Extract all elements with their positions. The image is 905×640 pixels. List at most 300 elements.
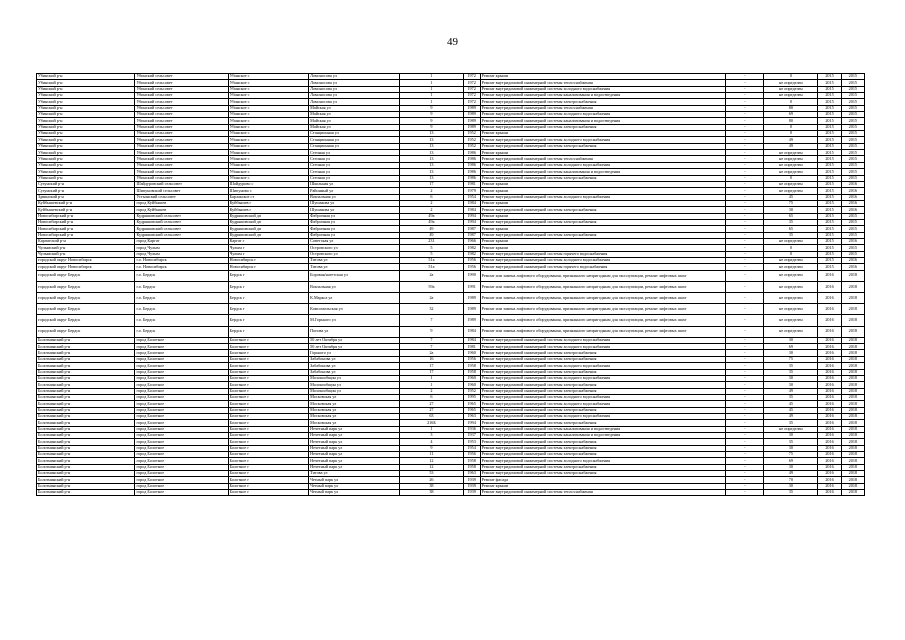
locality-cell: Болотное г	[228, 356, 308, 362]
dash-cell: -	[726, 477, 764, 483]
year-built-cell: 1986	[463, 169, 480, 175]
street-cell: Забабонова ул	[309, 369, 400, 375]
cost-cell: 0	[764, 175, 818, 181]
works-cell: Ремонт внутридомовой инженерной системы канализования и водоотведения	[480, 93, 726, 99]
works-cell: Ремонт крыши	[480, 181, 726, 187]
district-cell: Болотнинский р-н	[37, 344, 135, 350]
table-row	[37, 281, 865, 292]
cost-cell: 49	[764, 137, 818, 143]
cost-cell: не определен	[764, 156, 818, 162]
start-year-cell: 2015	[818, 207, 841, 213]
settlement-cell: город Болотное	[135, 363, 228, 369]
dash-cell: -	[726, 124, 764, 130]
house-number-cell: 17	[400, 369, 464, 375]
district-cell: Убинский р-н	[37, 150, 135, 156]
district-cell: городской округ Бердск	[37, 270, 135, 281]
settlement-cell: Убинский сельсовет	[135, 118, 228, 124]
settlement-cell: Устьинский сельсовет	[135, 194, 228, 200]
cost-cell: 80	[764, 118, 818, 124]
house-number-cell: 2	[400, 188, 464, 194]
start-year-cell: 2015	[818, 181, 841, 187]
works-cell: Ремонт внутридомовой инженерной системы электроснабжения	[480, 124, 726, 130]
district-cell: Болотнинский р-н	[37, 477, 135, 483]
works-cell: Ремонт крыши	[480, 226, 726, 232]
end-year-cell: 2016	[841, 257, 864, 263]
settlement-cell: Убинский сельсовет	[135, 156, 228, 162]
house-number-cell: 2	[400, 388, 464, 394]
locality-cell: Болотное г	[228, 420, 308, 426]
dash-cell: -	[726, 264, 764, 270]
settlement-cell: Убинский сельсовет	[135, 105, 228, 111]
start-year-cell: 2016	[818, 426, 841, 432]
street-cell: 50 лет Октября ул	[309, 344, 400, 350]
locality-cell: Убинское с	[228, 143, 308, 149]
house-number-cell: 1	[400, 93, 464, 99]
settlement-cell: город Чулым	[135, 251, 228, 257]
dash-cell: -	[726, 350, 764, 356]
dash-cell: -	[726, 169, 764, 175]
street-cell: М.Горького ул	[309, 315, 400, 326]
street-cell: Нечетный парк ул	[309, 464, 400, 470]
start-year-cell: 2015	[818, 226, 841, 232]
locality-cell: Чулым г	[228, 245, 308, 251]
year-built-cell: 1982	[463, 251, 480, 257]
street-cell: Московская ул	[309, 413, 400, 419]
locality-cell: Болотное г	[228, 344, 308, 350]
cost-cell: не определен	[764, 93, 818, 99]
start-year-cell: 2016	[818, 337, 841, 343]
district-cell: городской округ Бердск	[37, 315, 135, 326]
locality-cell: Болотное г	[228, 445, 308, 451]
locality-cell: Убинское с	[228, 137, 308, 143]
year-built-cell: 1987	[463, 232, 480, 238]
end-year-cell: 2018	[841, 375, 864, 381]
start-year-cell: 2015	[818, 264, 841, 270]
dash-cell: -	[726, 439, 764, 445]
works-cell: Ремонт внутридомовой инженерной системы холодного водоснабжения	[480, 112, 726, 118]
street-cell: Степная ул	[309, 175, 400, 181]
locality-cell: Каргат г	[228, 238, 308, 244]
locality-cell: Убинское с	[228, 169, 308, 175]
cost-cell: 30	[764, 483, 818, 489]
house-number-cell: 51а	[400, 257, 464, 263]
house-number-cell: 49	[400, 226, 464, 232]
street-cell: Молокообщин ул	[309, 382, 400, 388]
locality-cell: Болотное г	[228, 388, 308, 394]
street-cell: Четный парк ул	[309, 477, 400, 483]
settlement-cell: город Болотное	[135, 413, 228, 419]
year-built-cell: 1939	[463, 483, 480, 489]
house-number-cell: 1	[400, 80, 464, 86]
street-cell: Школьная ул	[309, 181, 400, 187]
street-cell: Степная ул	[309, 162, 400, 168]
year-built-cell: 1991	[463, 281, 480, 292]
district-cell: Убинский р-н	[37, 112, 135, 118]
locality-cell: Куйбышев г	[228, 200, 308, 206]
street-cell: Горького ул	[309, 350, 400, 356]
end-year-cell: 2016	[841, 264, 864, 270]
cost-cell: 35	[764, 420, 818, 426]
locality-cell: Бердск г	[228, 304, 308, 315]
house-number-cell: 26	[400, 477, 464, 483]
start-year-cell: 2015	[818, 80, 841, 86]
locality-cell: Болотное г	[228, 363, 308, 369]
end-year-cell: 2015	[841, 99, 864, 105]
district-cell: Болотнинский р-н	[37, 407, 135, 413]
start-year-cell: 2016	[818, 458, 841, 464]
district-cell: Болотнинский р-н	[37, 420, 135, 426]
year-built-cell: 1984	[463, 207, 480, 213]
works-cell: Ремонт внутридомовой инженерной системы электроснабжения	[480, 420, 726, 426]
year-built-cell: 1954	[463, 194, 480, 200]
settlement-cell: г.о. Бердск	[135, 315, 228, 326]
cost-cell: не определен	[764, 270, 818, 281]
start-year-cell: 2016	[818, 451, 841, 457]
end-year-cell: 2015	[841, 124, 864, 130]
locality-cell: Убинское с	[228, 93, 308, 99]
settlement-cell: город Куйбышев	[135, 200, 228, 206]
locality-cell: Болотное г	[228, 432, 308, 438]
start-year-cell: 2015	[818, 93, 841, 99]
street-cell: Шушакова ул	[309, 200, 400, 206]
cost-cell: не определен	[764, 281, 818, 292]
cost-cell: 49	[764, 388, 818, 394]
locality-cell: Болотное г	[228, 394, 308, 400]
house-number-cell: 12	[400, 458, 464, 464]
end-year-cell: 2015	[841, 118, 864, 124]
dash-cell: -	[726, 137, 764, 143]
end-year-cell: 2015	[841, 86, 864, 92]
district-cell: Убинский р-н	[37, 99, 135, 105]
house-number-cell: 5	[400, 245, 464, 251]
page-number: 49	[447, 36, 458, 48]
settlement-cell: город Болотное	[135, 382, 228, 388]
cost-cell: 0	[764, 99, 818, 105]
street-cell: Ломоносова ул	[309, 80, 400, 86]
district-cell: Убинский р-н	[37, 162, 135, 168]
end-year-cell: 2015	[841, 137, 864, 143]
dash-cell: -	[726, 245, 764, 251]
locality-cell: Убинское с	[228, 131, 308, 137]
district-cell: Болотнинский р-н	[37, 382, 135, 388]
works-cell: Ремонт внутридомовой инженерной системы холодного водоснабжения	[480, 194, 726, 200]
start-year-cell: 2016	[818, 315, 841, 326]
works-cell: Ремонт внутридомовой инженерной системы канализования и водоотведения	[480, 169, 726, 175]
locality-cell: Болотное г	[228, 483, 308, 489]
start-year-cell: 2016	[818, 356, 841, 362]
start-year-cell: 2016	[818, 471, 841, 477]
end-year-cell: 2018	[841, 326, 864, 337]
start-year-cell: 2015	[818, 194, 841, 200]
end-year-cell: 2018	[841, 363, 864, 369]
dash-cell: -	[726, 270, 764, 281]
end-year-cell: 2018	[841, 315, 864, 326]
street-cell: Титова ул	[309, 264, 400, 270]
end-year-cell: 2018	[841, 432, 864, 438]
settlement-cell: город Болотное	[135, 477, 228, 483]
year-built-cell: 1986	[463, 162, 480, 168]
locality-cell: Шайдурово с	[228, 181, 308, 187]
year-built-cell: 1953	[463, 439, 480, 445]
settlement-cell: Убинский сельсовет	[135, 74, 228, 80]
start-year-cell: 2015	[818, 74, 841, 80]
street-cell: Вокзальная ул	[309, 194, 400, 200]
end-year-cell: 2015	[841, 105, 864, 111]
year-built-cell: 1986	[463, 150, 480, 156]
street-cell: Титова ул	[309, 471, 400, 477]
cost-cell: 49	[764, 471, 818, 477]
end-year-cell: 2015	[841, 74, 864, 80]
dash-cell: -	[726, 188, 764, 194]
start-year-cell: 2015	[818, 105, 841, 111]
cost-cell: 30	[764, 445, 818, 451]
dash-cell: -	[726, 232, 764, 238]
end-year-cell: 2016	[841, 194, 864, 200]
dash-cell: -	[726, 471, 764, 477]
locality-cell: Болотное г	[228, 407, 308, 413]
dash-cell: -	[726, 156, 764, 162]
settlement-cell: г.о. Новосибирск	[135, 264, 228, 270]
locality-cell: Убинское с	[228, 105, 308, 111]
works-cell: Ремонт крыши	[480, 483, 726, 489]
cost-cell: не определен	[764, 326, 818, 337]
end-year-cell: 2018	[841, 426, 864, 432]
district-cell: Куйбышевский р-н	[37, 200, 135, 206]
locality-cell: Болотное г	[228, 369, 308, 375]
start-year-cell: 2016	[818, 369, 841, 375]
cost-cell: не определен	[764, 257, 818, 263]
district-cell: Болотнинский р-н	[37, 363, 135, 369]
start-year-cell: 2015	[818, 156, 841, 162]
start-year-cell: 2015	[818, 169, 841, 175]
start-year-cell: 2016	[818, 293, 841, 304]
district-cell: Куйбышевский р-н	[37, 207, 135, 213]
settlement-cell: город Болотное	[135, 337, 228, 343]
settlement-cell: Убинский сельсовет	[135, 175, 228, 181]
house-number-cell: 13	[400, 143, 464, 149]
cost-cell: 35	[764, 363, 818, 369]
start-year-cell: 2015	[818, 162, 841, 168]
street-cell: Ломоносова ул	[309, 74, 400, 80]
settlement-cell: город Болотное	[135, 420, 228, 426]
year-built-cell: 1958	[463, 464, 480, 470]
house-number-cell: 12	[400, 464, 464, 470]
cost-cell: не определен	[764, 293, 818, 304]
works-cell: Ремонт внутридомовой инженерной системы холодного водоснабжения	[480, 86, 726, 92]
district-cell: Болотнинский р-н	[37, 458, 135, 464]
works-cell: Ремонт внутридомовой инженерной системы теплоснабжения	[480, 490, 726, 496]
end-year-cell: 2018	[841, 337, 864, 343]
locality-cell: Болотное г	[228, 382, 308, 388]
dash-cell: -	[726, 394, 764, 400]
table-row	[37, 326, 865, 337]
end-year-cell: 2015	[841, 150, 864, 156]
works-cell: Ремонт или замена лифтового оборудования, признанного непригодным для эксплуатации, ремонт лифтовых шахт	[480, 326, 726, 337]
start-year-cell: 2015	[818, 118, 841, 124]
start-year-cell: 2016	[818, 388, 841, 394]
locality-cell: Шипуново с	[228, 188, 308, 194]
settlement-cell: г.о. Бердск	[135, 304, 228, 315]
start-year-cell: 2015	[818, 131, 841, 137]
settlement-cell: город Болотное	[135, 471, 228, 477]
year-built-cell: 1972	[463, 74, 480, 80]
dash-cell: -	[726, 401, 764, 407]
settlement-cell: город Болотное	[135, 401, 228, 407]
end-year-cell: 2018	[841, 350, 864, 356]
cost-cell: 49	[764, 413, 818, 419]
table-row	[37, 293, 865, 304]
street-cell: Шушакова ул	[309, 207, 400, 213]
locality-cell: Кудряшовский дп	[228, 226, 308, 232]
end-year-cell: 2016	[841, 238, 864, 244]
dash-cell: -	[726, 251, 764, 257]
house-number-cell: 13	[400, 137, 464, 143]
start-year-cell: 2015	[818, 245, 841, 251]
year-built-cell: 1960	[463, 350, 480, 356]
year-built-cell: 1989	[463, 293, 480, 304]
street-cell: Станционная ул	[309, 131, 400, 137]
house-number-cell: 13	[400, 162, 464, 168]
dash-cell: -	[726, 407, 764, 413]
house-number-cell: 9	[400, 445, 464, 451]
works-cell: Ремонт внутридомовой инженерной системы холодного водоснабжения	[480, 458, 726, 464]
start-year-cell: 2015	[818, 200, 841, 206]
end-year-cell: 2015	[841, 213, 864, 219]
works-cell: Ремонт внутридомовой инженерной системы канализования и водоотведения	[480, 118, 726, 124]
house-number-cell: 27	[400, 407, 464, 413]
works-cell: Ремонт крыши	[480, 150, 726, 156]
end-year-cell: 2016	[841, 188, 864, 194]
settlement-cell: г.о. Бердск	[135, 281, 228, 292]
street-cell: Московская ул	[309, 394, 400, 400]
start-year-cell: 2016	[818, 326, 841, 337]
end-year-cell: 2015	[841, 162, 864, 168]
end-year-cell: 2018	[841, 483, 864, 489]
street-cell: Ломоносова ул	[309, 93, 400, 99]
house-number-cell: 231	[400, 238, 464, 244]
settlement-cell: Убинский сельсовет	[135, 169, 228, 175]
house-number-cell: 6	[400, 194, 464, 200]
end-year-cell: 2018	[841, 394, 864, 400]
settlement-cell: город Болотное	[135, 445, 228, 451]
street-cell: Майская ул	[309, 105, 400, 111]
street-cell: Московская ул	[309, 401, 400, 407]
year-built-cell: 1960	[463, 382, 480, 388]
end-year-cell: 2018	[841, 458, 864, 464]
street-cell: Боровая/нагетская ул	[309, 270, 400, 281]
locality-cell: Убинское с	[228, 162, 308, 168]
dash-cell: -	[726, 458, 764, 464]
house-number-cell: 59а	[400, 281, 464, 292]
locality-cell: Убинское с	[228, 150, 308, 156]
settlement-cell: Убинский сельсовет	[135, 86, 228, 92]
district-cell: Болотнинский р-н	[37, 451, 135, 457]
end-year-cell: 2015	[841, 245, 864, 251]
year-built-cell: 1952	[463, 143, 480, 149]
year-built-cell: 1965	[463, 401, 480, 407]
end-year-cell: 2015	[841, 156, 864, 162]
year-built-cell: 1989	[463, 304, 480, 315]
house-number-cell: 2а	[400, 270, 464, 281]
year-built-cell: 1979	[463, 188, 480, 194]
works-cell: Ремонт внутридомовой инженерной системы электроснабжения	[480, 350, 726, 356]
works-cell: Ремонт внутридомовой инженерной системы электроснабжения	[480, 175, 726, 181]
start-year-cell: 2016	[818, 483, 841, 489]
start-year-cell: 2015	[818, 124, 841, 130]
works-cell: Ремонт внутридомовой инженерной системы канализования и водоотведения	[480, 432, 726, 438]
cost-cell: не определен	[764, 264, 818, 270]
year-built-cell: 1989	[463, 112, 480, 118]
locality-cell: Болотное г	[228, 458, 308, 464]
locality-cell: Убинское с	[228, 86, 308, 92]
street-cell: Фабричная ул	[309, 219, 400, 225]
start-year-cell: 2016	[818, 420, 841, 426]
works-cell: Ремонт внутридомовой инженерной системы холодного водоснабжения	[480, 375, 726, 381]
locality-cell: Болотное г	[228, 490, 308, 496]
district-cell: городской округ Бердск	[37, 304, 135, 315]
district-cell: Болотнинский р-н	[37, 356, 135, 362]
dash-cell: -	[726, 74, 764, 80]
end-year-cell: 2015	[841, 169, 864, 175]
street-cell: 50 лет Октября ул	[309, 337, 400, 343]
street-cell: Четный парк ул	[309, 490, 400, 496]
end-year-cell: 2018	[841, 413, 864, 419]
start-year-cell: 2015	[818, 175, 841, 181]
settlement-cell: город Болотное	[135, 407, 228, 413]
start-year-cell: 2016	[818, 304, 841, 315]
year-built-cell: 1958	[463, 369, 480, 375]
street-cell: Титова ул	[309, 257, 400, 263]
district-cell: Болотнинский р-н	[37, 413, 135, 419]
house-number-cell: 9	[400, 118, 464, 124]
house-number-cell: 49	[400, 232, 464, 238]
dash-cell: -	[726, 143, 764, 149]
locality-cell: Чулым г	[228, 251, 308, 257]
start-year-cell: 2015	[818, 150, 841, 156]
year-built-cell: 1954	[463, 445, 480, 451]
district-cell: Убинский р-н	[37, 80, 135, 86]
house-number-cell: 32	[400, 304, 464, 315]
dash-cell: -	[726, 175, 764, 181]
dash-cell: -	[726, 375, 764, 381]
end-year-cell: 2018	[841, 304, 864, 315]
cost-cell: 30	[764, 207, 818, 213]
settlement-cell: Убинский сельсовет	[135, 150, 228, 156]
works-cell: Ремонт внутридомовой инженерной системы электроснабжения	[480, 219, 726, 225]
year-built-cell: 1995	[463, 394, 480, 400]
year-built-cell: 1989	[463, 118, 480, 124]
cost-cell: 80	[764, 105, 818, 111]
works-cell: Ремонт крыши	[480, 213, 726, 219]
end-year-cell: 2018	[841, 451, 864, 457]
start-year-cell: 2016	[818, 445, 841, 451]
settlement-cell: город Болотное	[135, 375, 228, 381]
cost-cell: не определен	[764, 426, 818, 432]
settlement-cell: город Болотное	[135, 369, 228, 375]
dash-cell: -	[726, 200, 764, 206]
street-cell: Ломоносова ул	[309, 99, 400, 105]
year-built-cell: 1989	[463, 105, 480, 111]
year-built-cell: 1939	[463, 490, 480, 496]
street-cell: Нечетный парк ул	[309, 451, 400, 457]
locality-cell: Убинское с	[228, 175, 308, 181]
district-cell: Болотнинский р-н	[37, 490, 135, 496]
district-cell: Убинский р-н	[37, 74, 135, 80]
house-number-cell: 11	[400, 451, 464, 457]
end-year-cell: 2015	[841, 131, 864, 137]
dash-cell: -	[726, 432, 764, 438]
settlement-cell: г.о. Бердск	[135, 270, 228, 281]
